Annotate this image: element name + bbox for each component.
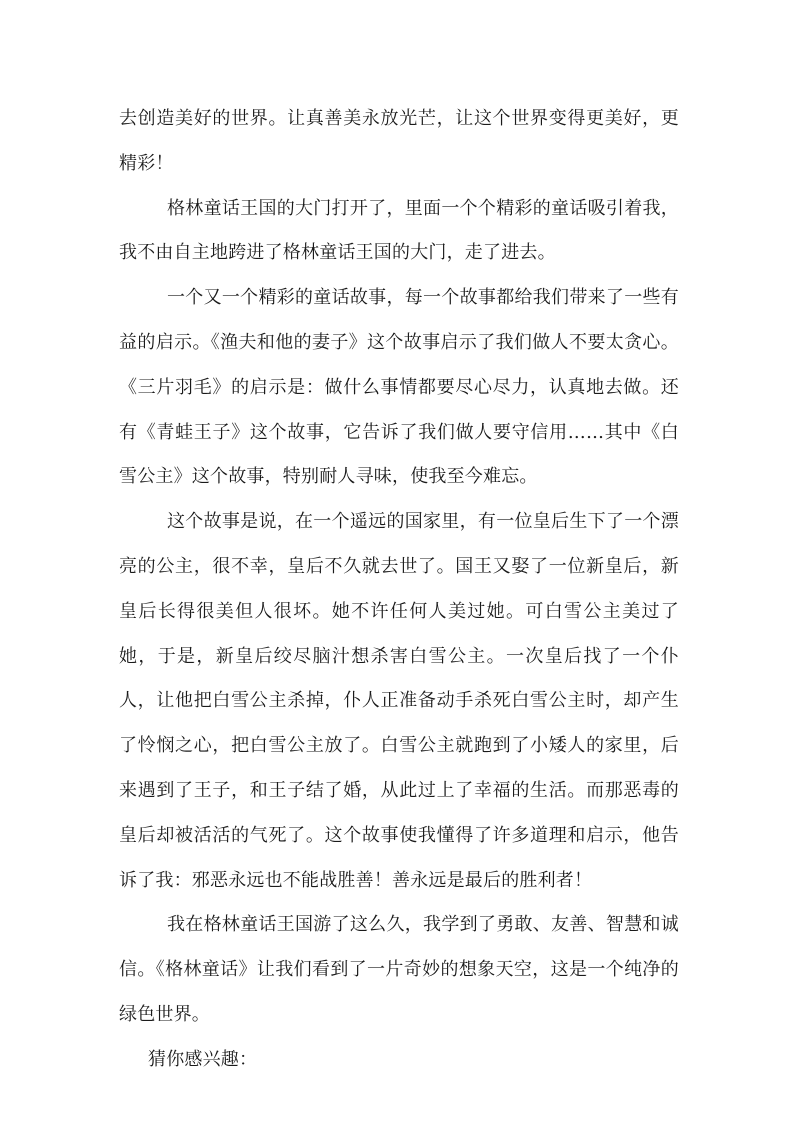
paragraph-intro: 格林童话王国的大门打开了，里面一个个精彩的童话吸引着我，我不由自主地跨进了格林童话王国的大门，走了进去。 (119, 197, 679, 264)
paragraph-snow-white: 这个故事是说，在一个遥远的国家里，有一位皇后生下了一个漂亮的公主，很不幸，皇后不久就去世了。国王又娶了一位新皇后，新皇后长得很美但人很坏。她不许任何人美过她。可白雪公主美过了她，于是，新皇后绞尽脑汁想杀害白雪公主。一次皇后找了一个仆人，让他把白雪公主杀掉，仆人正准备动手杀死白雪公主时，却产生了怜悯之心，把白雪公主放了。白雪公主就跑到了小矮人的家里，后来遇到了王子，和王子结了婚，从此过上了幸福的生活。而那恶毒的皇后却被活活的气死了。这个故事使我懂得了许多道理和启示，他告诉了我：邪恶永远也不能战胜善！善永远是最后的胜利者！ (119, 511, 679, 891)
paragraph-stories: 一个又一个精彩的童话故事，每一个故事都给我们带来了一些有益的启示。《渔夫和他的妻子》这个故事启示了我们做人不要太贪心。《三片羽毛》的启示是：做什么事情都要尽心尽力，认真地去做。还有《青蛙王子》这个故事，它告诉了我们做人要守信用……其中《白雪公主》这个故事，特别耐人寻味，使我至今难忘。 (119, 287, 679, 488)
paragraph-conclusion: 我在格林童话王国游了这么久，我学到了勇敢、友善、智慧和诚信。《格林童话》让我们看到了一片奇妙的想象天空，这是一个纯净的绿色世界。 (119, 914, 679, 1025)
document-body (119, 97, 679, 1083)
paragraph-continuation: 去创造美好的世界。让真善美永放光芒，让这个世界变得更美好，更精彩！ (119, 108, 679, 174)
section-label-guess: 猜你感兴趣： (148, 1048, 258, 1070)
